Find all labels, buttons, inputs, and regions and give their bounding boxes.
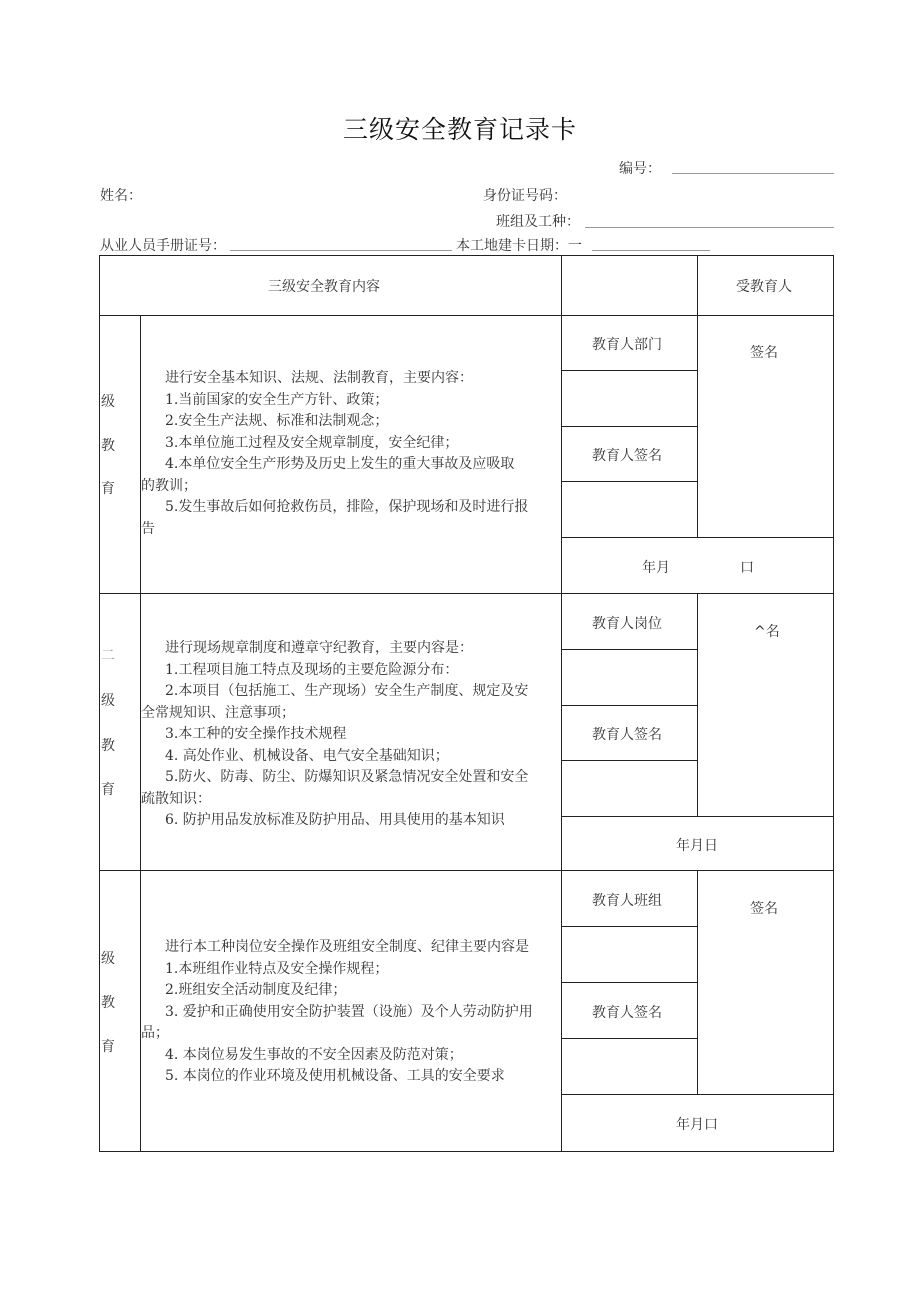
content-line: 3.本单位施工过程及安全规章制度，安全纪律； xyxy=(165,434,459,451)
level-char: 教 xyxy=(101,995,115,1011)
team-field[interactable] xyxy=(585,227,834,228)
content-line: 进行现场规章制度和遵章守纪教育，主要内容是： xyxy=(165,640,473,656)
date-label: 年月日 xyxy=(676,838,718,854)
content-line: 告 xyxy=(141,520,155,537)
date-day-label: 口 xyxy=(740,560,754,576)
trainee-sign-label: ^名 xyxy=(754,624,780,640)
content-line: 5.防火、防毒、防尘、防爆知识及紧急情况安全处置和安全 xyxy=(165,769,529,785)
s3-row-line xyxy=(561,926,697,927)
s3-date-row-line xyxy=(561,1094,834,1095)
team-label: 班组及工种： xyxy=(496,214,580,230)
s1-date-row-line xyxy=(561,537,834,538)
section-content xyxy=(141,368,528,540)
s2-row-line xyxy=(561,760,697,761)
content-header: 三级安全教育内容 xyxy=(268,279,380,295)
content-line: 4. 本岗位易发生事故的不安全因素及防范对策； xyxy=(165,1046,463,1063)
date-label: 年月 xyxy=(642,560,670,576)
serial-field[interactable] xyxy=(672,173,834,174)
s2-row-line xyxy=(561,649,697,650)
page-title: 三级安全教育记录卡 xyxy=(342,115,577,144)
table-border-left xyxy=(99,255,100,1152)
table-border-bottom xyxy=(99,1151,834,1152)
content-line: 品； xyxy=(141,1025,169,1041)
content-line: 全常规知识、注意事项； xyxy=(141,704,295,721)
level-char: 二 xyxy=(101,648,115,664)
level-char: 级 xyxy=(101,951,115,967)
manual-number-field[interactable] xyxy=(230,250,452,251)
content-line: 疏散知识： xyxy=(141,790,211,807)
level-char: 级 xyxy=(101,693,115,709)
content-column-divider xyxy=(561,255,562,1151)
name-label: 姓名： xyxy=(100,188,142,204)
manual-number-label: 从业人员手册证号： xyxy=(100,238,226,254)
trainee-sign-label: 签名 xyxy=(750,345,778,361)
level-char: 育 xyxy=(101,782,115,798)
content-line: 4. 高处作业、机械设备、电气安全基础知识； xyxy=(165,747,449,764)
educator-sign-label: 教育人签名 xyxy=(592,1005,662,1021)
educator-sign-label: 教育人签名 xyxy=(592,727,662,743)
content-line: 3.本工种的安全操作技术规程 xyxy=(165,726,347,742)
s1-sign-divider xyxy=(697,315,698,537)
level-char: 级 xyxy=(101,394,115,410)
s1-row-line xyxy=(561,370,697,371)
content-line: 5. 本岗位的作业环境及使用机械设备、工具的安全要求 xyxy=(165,1068,505,1084)
s1-row-line xyxy=(561,481,697,482)
serial-label: 编号： xyxy=(619,161,661,177)
header-row-divider xyxy=(99,315,834,316)
trainee-sign-label: 签名 xyxy=(750,901,778,917)
level-char: 育 xyxy=(101,481,115,497)
content-line: 2.本项目（包括施工、生产现场）安全生产制度、规定及安 xyxy=(165,683,529,699)
card-date-label: 本工地建卡日期：一 xyxy=(456,238,582,254)
section-content xyxy=(141,937,533,1088)
s3-row-line xyxy=(561,1038,697,1039)
s3-sign-divider xyxy=(697,870,698,1094)
date-label: 年月口 xyxy=(676,1117,718,1133)
educator-sign-label: 教育人签名 xyxy=(592,448,662,464)
educator-unit-label: 教育人部门 xyxy=(592,337,662,353)
content-line: 2.班组安全活动制度及纪律； xyxy=(165,982,347,998)
table-border-top xyxy=(99,255,834,256)
content-line: 6. 防护用品发放标准及防护用品、用具使用的基本知识 xyxy=(165,812,505,828)
level-char: 教 xyxy=(101,738,115,754)
content-line: 4.本单位安全生产形势及历史上发生的重大事故及应吸取 xyxy=(165,456,515,472)
s2-date-row-line xyxy=(561,816,834,817)
trainee-header: 受教育人 xyxy=(736,279,792,295)
content-line: 3. 爱护和正确使用安全防护装置（设施）及个人劳动防护用 xyxy=(165,1003,533,1020)
educator-post-label: 教育人岗位 xyxy=(592,616,662,632)
s2-row-line xyxy=(561,705,697,706)
trainee-header-divider xyxy=(697,255,698,315)
card-date-field[interactable] xyxy=(592,250,710,251)
content-line: 进行本工种岗位安全操作及班组安全制度、纪律主要内容是 xyxy=(165,939,529,955)
content-line: 2.安全生产法规、标准和法制观念； xyxy=(165,413,389,429)
level-char: 教 xyxy=(101,438,115,454)
table-border-right xyxy=(833,255,834,1152)
content-line: 1.工程项目施工特点及现场的主要危险源分布： xyxy=(165,661,459,678)
section-divider-1 xyxy=(99,593,834,594)
content-line: 的教训； xyxy=(141,477,197,494)
content-line: 1.当前国家的安全生产方针、政策； xyxy=(165,391,389,408)
s2-sign-divider xyxy=(697,593,698,816)
content-line: 1.本班组作业特点及安全操作规程； xyxy=(165,960,389,977)
level-char: 育 xyxy=(101,1039,115,1055)
content-line: 5.发生事故后如何抢救伤员，排险，保护现场和及时进行报 xyxy=(165,499,529,515)
section-content xyxy=(141,638,528,832)
educator-team-label: 教育人班组 xyxy=(592,893,662,909)
section-divider-2 xyxy=(99,870,834,871)
s1-row-line xyxy=(561,426,697,427)
s3-row-line xyxy=(561,982,697,983)
content-line: 进行安全基本知识、法规、法制教育，主要内容： xyxy=(165,370,473,386)
id-number-label: 身份证号码： xyxy=(483,188,567,204)
